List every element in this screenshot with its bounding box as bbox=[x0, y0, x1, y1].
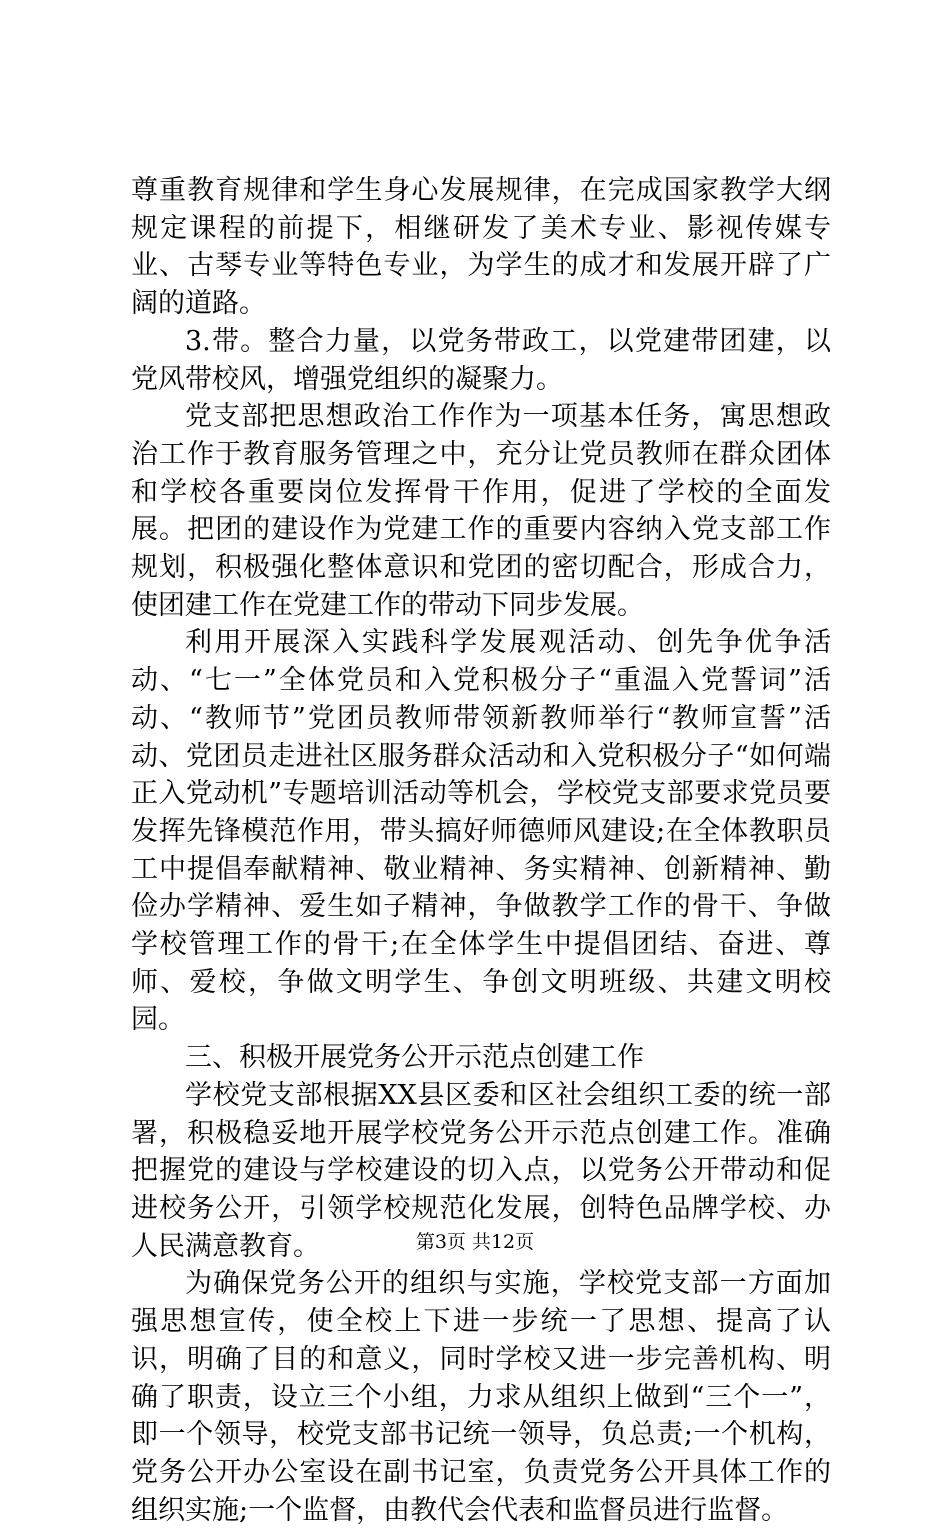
paragraph-7: 为确保党务公开的组织与实施，学校党支部一方面加强思想宣传，使全校上下进一步统一了思想、提高了认识，明确了目的和意义，同时学校又进一步完善机构、明确了职责，设立三个小组，力求从组织上做到“三个一”，即一个领导，校党支部书记统一领导，负总责;一个机构，党务公开办公室设在副书记室，负责党务公开具体工作的组织实施;一个监督，由教代会代表和监督员进行监督。 bbox=[131, 1268, 831, 1526]
section-heading: 三、积极开展党务公开示范点创建工作 bbox=[185, 1042, 644, 1074]
paragraph-6: 学校党支部根据XX县区委和区社会组织工委的统一部署，积极稳妥地开展学校党务公开示范点创建工作。准确把握党的建设与学校建设的切入点，以党务公开带动和促进校务公开，引领学校规范化发展，创特色品牌学校、办人民满意教育。 bbox=[131, 1079, 831, 1262]
paragraph-1: 尊重教育规律和学生身心发展规律，在完成国家教学大纲规定课程的前提下，相继研发了美术专业、影视传媒专业、古琴专业等特色专业，为学生的成才和发展开辟了广阔的道路。 bbox=[131, 175, 831, 320]
page-footer: 第3页 共12页 bbox=[415, 1231, 535, 1253]
paragraph-4: 利用开展深入实践科学发展观活动、创先争优争活动、“七一”全体党员和入党积极分子“重温入党誓词”活动、“教师节”党团员教师带领新教师举行“教师宣誓”活动、党团员走进社区服务群众活动和入党积极分子“如何端正入党动机”专题培训活动等机会，学校党支部要求党员要发挥先锋模范作用，带头搞好师德师风建设;在全体教职员工中提倡奉献精神、敬业精神、务实精神、创新精神、勤俭办学精神、爱生如子精神，争做教学工作的骨干、争做学校管理工作的骨干;在全体学生中提倡团结、奋进、尊师、爱校，争做文明学生、争创文明班级、共建文明校园。 bbox=[131, 627, 831, 1036]
paragraph-3: 党支部把思想政治工作作为一项基本任务，寓思想政治工作于教育服务管理之中，充分让党员教师在群众团体和学校各重要岗位发挥骨干作用，促进了学校的全面发展。把团的建设作为党建工作的重要内容纳入党支部工作规划，积极强化整体意识和党团的密切配合，形成合力，使团建工作在党建工作的带动下同步发展。 bbox=[131, 401, 831, 621]
document-body bbox=[131, 172, 831, 1529]
paragraph-2: 3.带。整合力量，以党务带政工，以党建带团建，以党风带校风，增强党组织的凝聚力。 bbox=[131, 325, 831, 395]
